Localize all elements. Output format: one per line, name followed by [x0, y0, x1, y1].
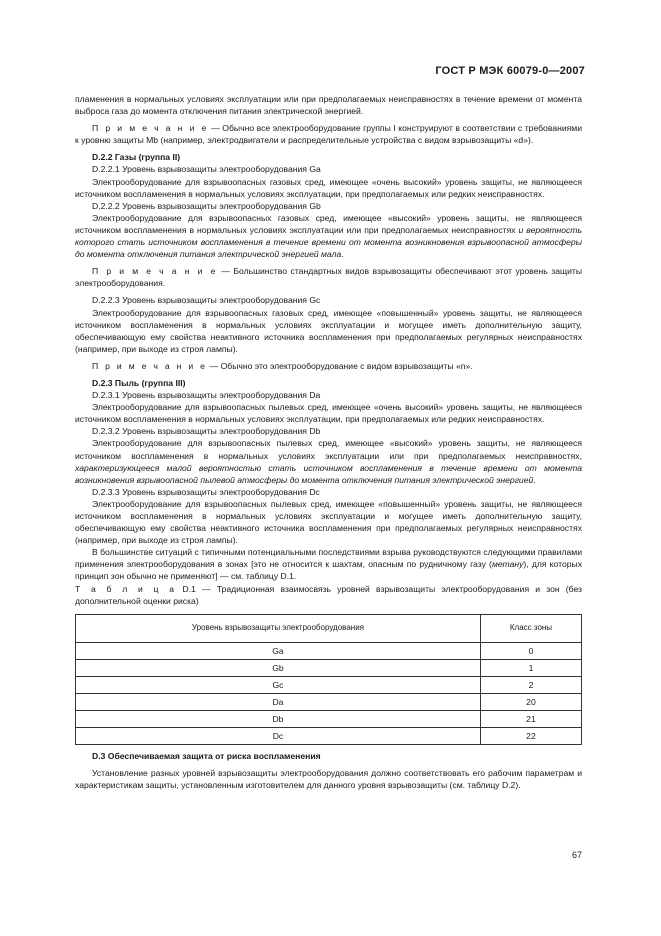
table-cell: Dc — [76, 727, 481, 744]
text-run: В большинстве ситуаций с типичными потенциальными последствиями взрыва руководствуются следующими правилами применения электрооборудования в зонах [это не относится к шахтам, опасным по рудничному газу ( — [75, 547, 582, 570]
table-cell: Da — [76, 693, 481, 710]
note-text: — Обычно это электрооборудование с видом взрывозащиты «n». — [207, 360, 473, 371]
table-cell: Gb — [76, 659, 481, 676]
table-cell: 0 — [480, 642, 581, 659]
table-header-cell: Класс зоны — [480, 614, 581, 642]
paragraph — [75, 212, 582, 260]
paragraph — [75, 546, 582, 582]
subsection-heading-d222: D.2.2.2 Уровень взрывозащиты электрооборудования Gb — [92, 200, 321, 211]
paragraph: пламенения в нормальных условиях эксплуатации или при предполагаемых неисправностях в течение времени от момента выброса газа до момента отключения питания электрической энергией. — [75, 94, 582, 117]
zone-table — [75, 614, 582, 745]
table-label: Т а б л и ц а — [75, 583, 177, 594]
table-header-cell: Уровень взрывозащиты электрооборудования — [76, 614, 481, 642]
paragraph: Установление разных уровней взрывозащиты электрооборудования должно соответствовать его рабочим параметрам и характеристикам защиты, установленным изготовителем для данного уровня взрывозащиты (см. таблицу D.2). — [75, 767, 582, 790]
table-cell: Ga — [76, 642, 481, 659]
table-row — [76, 727, 582, 744]
table-cell: 20 — [480, 693, 581, 710]
text-run: Электрооборудование для взрывоопасных газовых сред, имеющее «высокий» уровень защиты, не являющееся источником воспламенения в нормальных условиях эксплуатации или при предполагаемых неисправностях — [75, 212, 582, 235]
table-row — [76, 710, 582, 727]
note-label: П р и м е ч а н и е — [92, 360, 208, 371]
subsection-heading-d233: D.2.3.3 Уровень взрывозащиты электрооборудования Dc — [92, 486, 320, 497]
table-cell: 2 — [480, 676, 581, 693]
paragraph: Электрооборудование для взрывоопасных пылевых сред, имеющее «повышенный» уровень защиты, не являющееся источником воспламенения в нормальных условиях эксплуатации и могущее иметь дополнительную защиту, обеспечивающую ему свойства неактивного источника воспламенения при предполагаемых регулярных неисправностях (например, при выходе из строя лампы). — [75, 498, 582, 546]
section-heading-d23: D.2.3 Пыль (группа III) — [92, 377, 186, 388]
section-heading-d3: D.3 Обеспечиваемая защита от риска воспламенения — [92, 750, 321, 761]
table-cell: 21 — [480, 710, 581, 727]
text-run: ), для которых принцип зон обычно не применяют] — см. таблицу D.1. — [75, 559, 582, 582]
subsection-heading-d221: D.2.2.1 Уровень взрывозащиты электрооборудования Ga — [92, 164, 321, 175]
text-run: . — [341, 249, 344, 260]
note-paragraph — [75, 360, 582, 372]
table-row — [76, 659, 582, 676]
table-cell: 1 — [480, 659, 581, 676]
table-cell: Gc — [76, 676, 481, 693]
page-header-title: ГОСТ Р МЭК 60079-0—2007 — [435, 65, 585, 77]
table-row — [76, 676, 582, 693]
note-paragraph — [75, 265, 582, 289]
italic-text-run: и вероятность которого стать источником воспламенения в течение времени от момента возникновения взрывоопасной атмосферы до момента отключения питания электрической энергией мала — [75, 224, 582, 260]
paragraph: Электрооборудование для взрывоопасных газовых сред, имеющее «очень высокий» уровень защиты, не являющееся источником воспламенения в нормальных условиях эксплуатации, при предполагаемых или редких неисправностях. — [75, 176, 582, 199]
note-label: П р и м е ч а н и е — [92, 266, 218, 277]
subsection-heading-d223: D.2.2.3 Уровень взрывозащиты электрооборудования Gc — [92, 295, 321, 306]
note-paragraph — [75, 122, 582, 146]
subsection-heading-d231: D.2.3.1 Уровень взрывозащиты электрооборудования Da — [92, 390, 321, 401]
paragraph: Электрооборудование для взрывоопасных пылевых сред, имеющее «очень высокий» уровень защиты, не являющееся источником воспламенения в нормальных условиях эксплуатации, при предполагаемых или редких неисправностях. — [75, 402, 582, 425]
table-header-row — [76, 614, 582, 642]
paragraph — [75, 437, 582, 485]
note-text: — Обычно все электрооборудование группы I конструируют в соответствии с требованиями к уровню защиты Mb (например, электродвигатели и распределительные устройства с видом взрывозащиты «d»). — [75, 123, 582, 146]
section-heading-d22: D.2.2 Газы (группа II) — [92, 152, 181, 163]
table-cell: Db — [76, 710, 481, 727]
text-run: Электрооборудование для взрывоопасных пылевых сред, имеющее «высокий» уровень защиты, не являющееся источником воспламенения в нормальных условиях эксплуатации или при предполагаемых неисправностях, — [75, 438, 582, 461]
paragraph: Электрооборудование для взрывоопасных газовых сред, имеющее «повышенный» уровень защиты, не являющееся источником воспламенения в нормальных условиях эксплуатации и могущее иметь дополнительную защиту, обеспечивающую ему свойства неактивного источника воспламенения при предполагаемых регулярных неисправностях (например, при выходе из строя лампы). — [75, 307, 582, 354]
italic-text-run: метану — [491, 559, 524, 570]
table-caption — [75, 583, 582, 607]
note-label: П р и м е ч а н и е — [92, 123, 209, 134]
italic-text-run: характеризующееся малой вероятностью стать источником воспламенения в течение времени от момента возникновения взрывоопасной пылевой атмосферы до момента отключения питания электрической энергией — [75, 462, 582, 485]
note-text: — Большинство стандартных видов взрывозащиты обеспечивают этот уровень защиты электрооборудования. — [75, 266, 583, 289]
table-cell: 22 — [480, 727, 581, 744]
table-row — [76, 642, 582, 659]
subsection-heading-d232: D.2.3.2 Уровень взрывозащиты электрооборудования Db — [92, 426, 321, 437]
table-caption-text: D.1 — Традиционная взаимосвязь уровней взрывозащиты электрооборудования и зон (без дополнительной оценки риска) — [75, 583, 582, 606]
page-number: 67 — [571, 850, 582, 860]
table-row — [76, 693, 582, 710]
document-body — [75, 93, 582, 791]
text-run: . — [533, 474, 536, 485]
